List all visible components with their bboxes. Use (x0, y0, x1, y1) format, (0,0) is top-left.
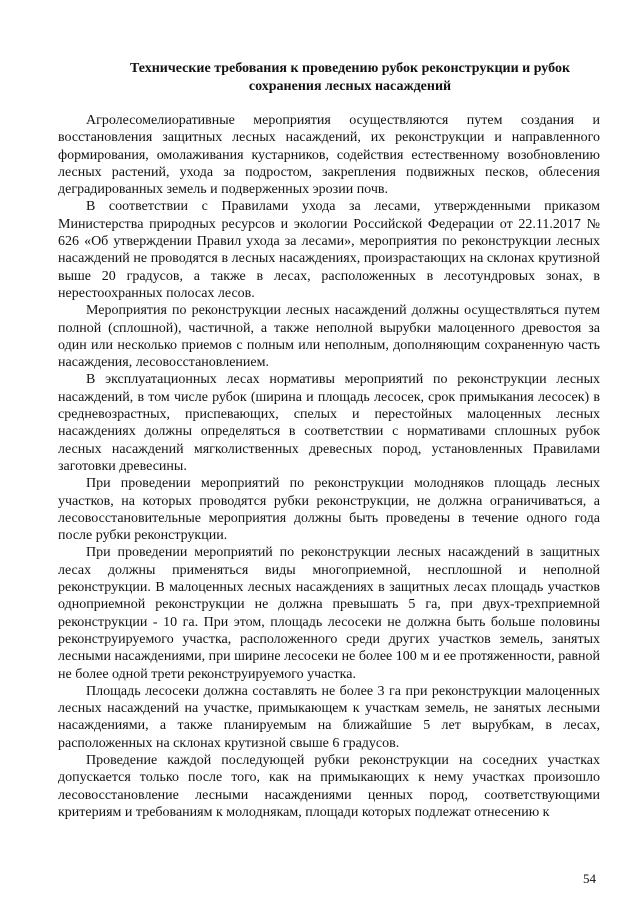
paragraph-8: Проведение каждой последующей рубки реконструкции на соседних участках допускается только после того, как на примыкающих к нему участках произошло лесовосстановление лесными насаждениями ценных пород, соответствующими критериям и требованиям к молоднякам, площади которых подлежат отнесению к (58, 752, 600, 820)
paragraph-5: При проведении мероприятий по реконструкции молодняков площадь лесных участков, на которых проводятся рубки реконструкции, не должна ограничиваться, а лесовосстановительные мероприятия должны быть проведены в течение одного года после рубки реконструкции. (58, 476, 600, 544)
page-number: 54 (583, 871, 596, 886)
paragraph-1: Агролесомелиоративные мероприятия осуществляются путем создания и восстановления защитных лесных насаждений, их реконструкции и направленного формирования, омолаживания кустарников, содействия естественному возобновлению лесных растений, ухода за подростом, закрепления подвижных песков, облесения деградированных земель и подверженных эрозии почв. (58, 113, 600, 198)
paragraph-7: Площадь лесосеки должна составлять не более 3 га при реконструкции малоценных лесных насаждений на участке, примыкающем к участкам земель, не занятых лесными насаждениями, а также планируемым на ближайшие 5 лет вырубкам, в лесах, расположенных на склонах крутизной свыше 6 градусов. (58, 683, 600, 751)
paragraph-4: В эксплуатационных лесах нормативы мероприятий по реконструкции лесных насаждений, в том числе рубок (ширина и площадь лесосек, срок примыкания лесосек) в средневозрастных, приспевающих, спелых и перестойных малоценных лесных насаждениях должны определяться в соответствии с нормативами сплошных рубок лесных насаждений мягколиственных древесных пород, установленных Правилами заготовки древесины. (58, 372, 600, 474)
page-title: Технические требования к проведению рубок реконструкции и рубок сохранения лесных насаждений (129, 61, 571, 94)
document-body (58, 112, 600, 821)
paragraph-2: В соответствии с Правилами ухода за лесами, утвержденными приказом Министерства природных ресурсов и экологии Российской Федерации от 22.11.2017 № 626 «Об утверждении Правил ухода за лесами», мероприятия по реконструкции лесных насаждений не проводятся в лесных насаждениях, произрастающих на склонах крутизной выше 20 градусов, а также в лесах, расположенных в лесотундровых зонах, в нерестоохранных полосах лесов. (58, 199, 600, 301)
paragraph-3: Мероприятия по реконструкции лесных насаждений должны осуществляться путем полной (сплошной), частичной, а также неполной вырубки малоценного древостоя за один или несколько приемов с полным или неполным, дополняющим сохраненную часть насаждения, лесовосстановлением. (58, 303, 600, 371)
paragraph-6: При проведении мероприятий по реконструкции лесных насаждений в защитных лесах должны применяться виды многоприемной, несплошной и неполной реконструкции. В малоценных лесных насаждениях в защитных лесах площадь участков одноприемной реконструкции не должна превышать 5 га, при двух-трехприемной реконструкции - 10 га. При этом, площадь лесосеки не должна быть больше половины реконструируемого участка, расположенного среди других участков земель, занятых лесными насаждениями, при ширине лесосеки не более 100 м и ее протяженности, равной не более одной трети реконструируемого участка. (58, 545, 600, 682)
